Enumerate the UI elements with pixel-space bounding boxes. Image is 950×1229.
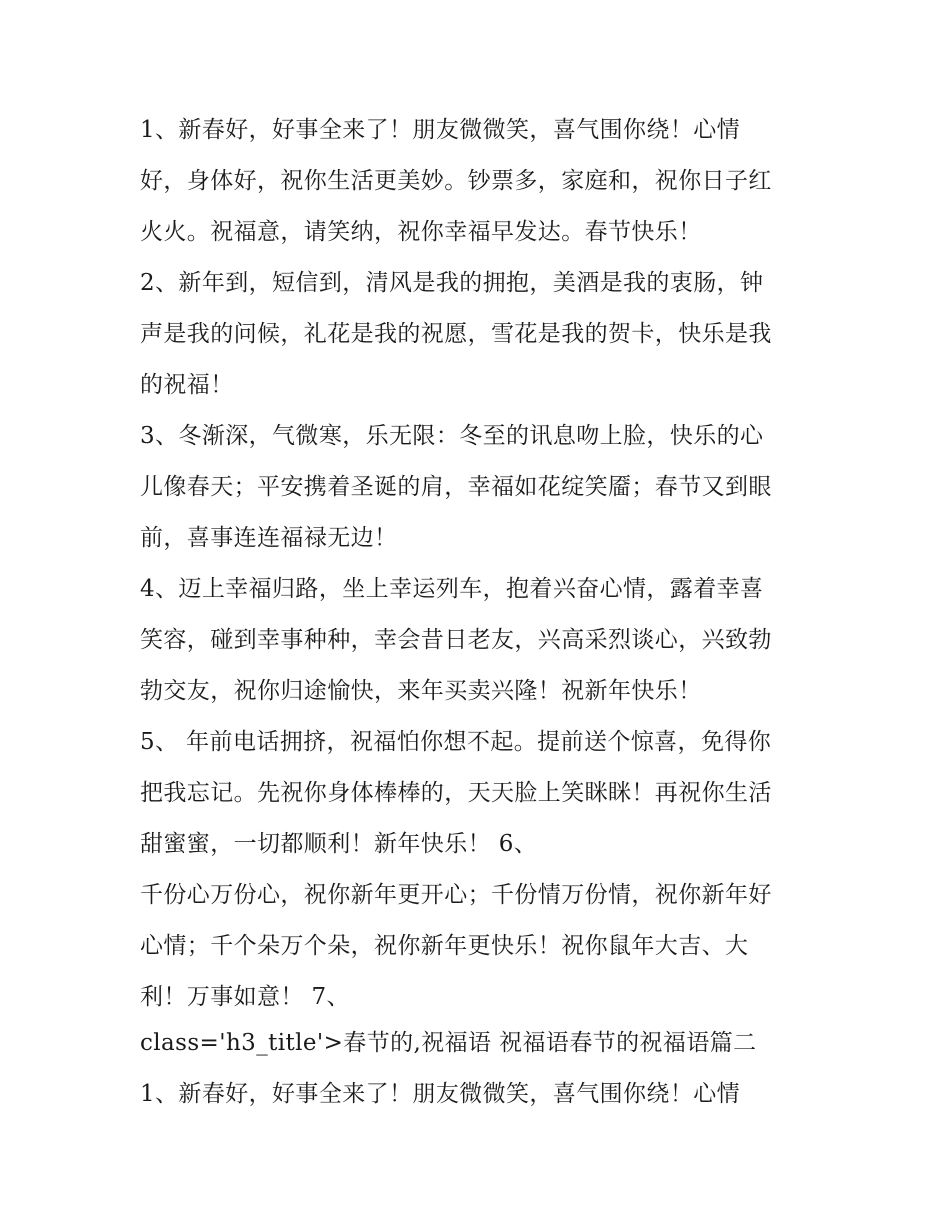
text-line: 千份心万份心，祝你新年更开心；千份情万份情，祝你新年好 xyxy=(140,882,772,908)
section-heading-line: class='h3_title'>春节的,祝福语 祝福语春节的祝福语篇二 xyxy=(140,1030,757,1056)
text-line: 前，喜事连连福禄无边！ xyxy=(140,525,398,551)
text-line: 4、迈上幸福归路，坐上幸运列车，抱着兴奋心情，露着幸喜 xyxy=(140,576,764,602)
text-line: 5、 年前电话拥挤，祝福怕你想不起。提前送个惊喜，免得你 xyxy=(140,729,772,755)
text-line: 利！万事如意！ 7、 xyxy=(140,984,350,1010)
text-line: 心情；千个朵万个朵，祝你新年更快乐！祝你鼠年大吉、大 xyxy=(140,933,749,959)
text-line: 1、新春好，好事全来了！朋友微微笑，喜气围你绕！心情 xyxy=(140,117,741,143)
text-line: 的祝福！ xyxy=(140,372,234,398)
text-line: 勃交友，祝你归途愉快，来年买卖兴隆！祝新年快乐！ xyxy=(140,678,702,704)
text-line: 笑容，碰到幸事种种，幸会昔日老友，兴高采烈谈心，兴致勃 xyxy=(140,627,772,653)
text-line: 2、新年到，短信到，清风是我的拥抱，美酒是我的衷肠，钟 xyxy=(140,270,764,296)
text-line: 1、新春好，好事全来了！朋友微微笑，喜气围你绕！心情 xyxy=(140,1081,741,1107)
text-line: 甜蜜蜜，一切都顺利！新年快乐！ 6、 xyxy=(140,831,538,857)
text-line: 把我忘记。先祝你身体棒棒的，天天脸上笑眯眯！再祝你生活 xyxy=(140,780,772,806)
text-line: 儿像春天；平安携着圣诞的肩，幸福如花绽笑靥；春节又到眼 xyxy=(140,474,772,500)
text-line: 好，身体好，祝你生活更美妙。钞票多，家庭和，祝你日子红 xyxy=(140,168,772,194)
text-line: 3、冬渐深，气微寒，乐无限：冬至的讯息吻上脸，快乐的心 xyxy=(140,423,764,449)
text-line: 火火。祝福意，请笑纳，祝你幸福早发达。春节快乐！ xyxy=(140,219,702,245)
text-line: 声是我的问候，礼花是我的祝愿，雪花是我的贺卡，快乐是我 xyxy=(140,321,772,347)
